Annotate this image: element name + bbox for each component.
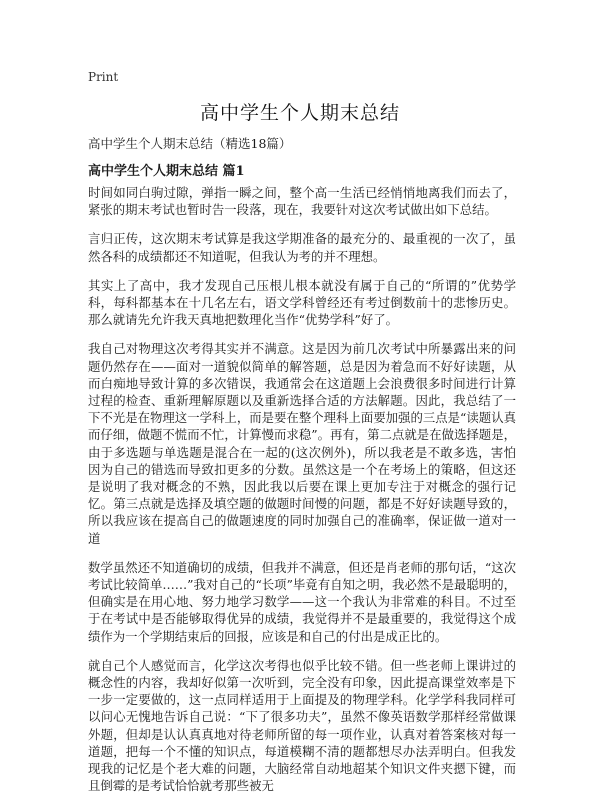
paragraph: 我自己对物理这次考得其实并不满意。这是因为前几次考试中所暴露出来的问题仍然存在——面对一道貌似简单的解答题，总是因为着急而不好好读题，从而白痴地导致计算的多次错误，我通常会在这道题上会浪费很多时间进行计算过程的检查、重新理解原题以及重新选择合适的方法解题。因此，我总结了一下不光是在物理这一学科上，而是要在整个理科上面要加强的三点是“读题认真而仔细，做题不慌而不忙，计算慢而求稳”。再有，第二点就是在做选择题是，由于多选题与单选题是混合在一起的(这次例外)，所以我老是不敢多选，害怕因为自己的错选而导致扣更多的分数。虽然这是一个在考场上的策略，但这还是说明了我对概念的不熟，因此我以后要在课上更加专注于对概念的强行记忆。第三点就是选择及填空题的做题时间慢的问题，都是不好好读题导致的，所以我应该在提高自己的做题速度的同时加强自己的准确率，保证做一道对一道: [88, 341, 516, 546]
paragraph: 言归正传，这次期末考试算是我这学期准备的最充分的、最重视的一次了，虽然各科的成绩都还不知道呢，但我认为考的并不理想。: [88, 231, 516, 264]
document-title: 高中学生个人期末总结: [199, 102, 400, 124]
paragraph: 时间如同白驹过隙，弹指一瞬之间，整个高一生活已经悄悄地离我们而去了，紧张的期末考试也暂时告一段落，现在，我要针对这次考试做出如下总结。: [88, 185, 516, 218]
document-subtitle: 高中学生个人期末总结（精选18篇）: [88, 136, 292, 151]
paragraph: 数学虽然还不知道确切的成绩，但我并不满意，但还是肖老师的那句话，“这次考试比较简单……”我对自己的“长项”毕竟有自知之明，我必然不是最聪明的，但确实是在用心地、努力地学习数学——这一个我认为非常难的科目。不过至于在考试中是否能够取得优异的成绩，我觉得并不是最重要的，我觉得这个成绩作为一个学期结束后的回报，应该是和自己的付出是成正比的。: [88, 559, 516, 644]
paragraph: 就自己个人感觉而言，化学这次考得也似乎比较不错。但一些老师上课讲过的概念性的内容，我却好似第一次听到，完全没有印象，因此提高课堂效率是下一步一定要做的，这一点同样适用于上面提及的物理学科。化学学科我同样可以问心无愧地告诉自己说：“下了很多功夫”，虽然不像英语数学那样经常做课外题，但却是认认真真地对待老师所留的每一项作业，认真对着答案核对每一道题，把每一个不懂的知识点，每道模糊不清的题都想尽办法弄明白。但我发现我的记忆是个老大难的问题，大脑经常自动地超某个知识文件夹摁下键，而且倒霉的是考试恰恰就考那些被无: [88, 657, 516, 794]
document-body: [88, 184, 516, 807]
section-heading: 高中学生个人期末总结 篇1: [88, 164, 245, 179]
paragraph: 其实上了高中，我才发现自己压根儿根本就没有属于自己的“所谓的”优势学科，每科都基本在十几名左右，语文学科曾经还有考过倒数前十的悲惨历史。那么就请先允许我天真地把数理化当作“优势学科”好了。: [88, 277, 516, 328]
print-label: Print: [88, 70, 119, 84]
